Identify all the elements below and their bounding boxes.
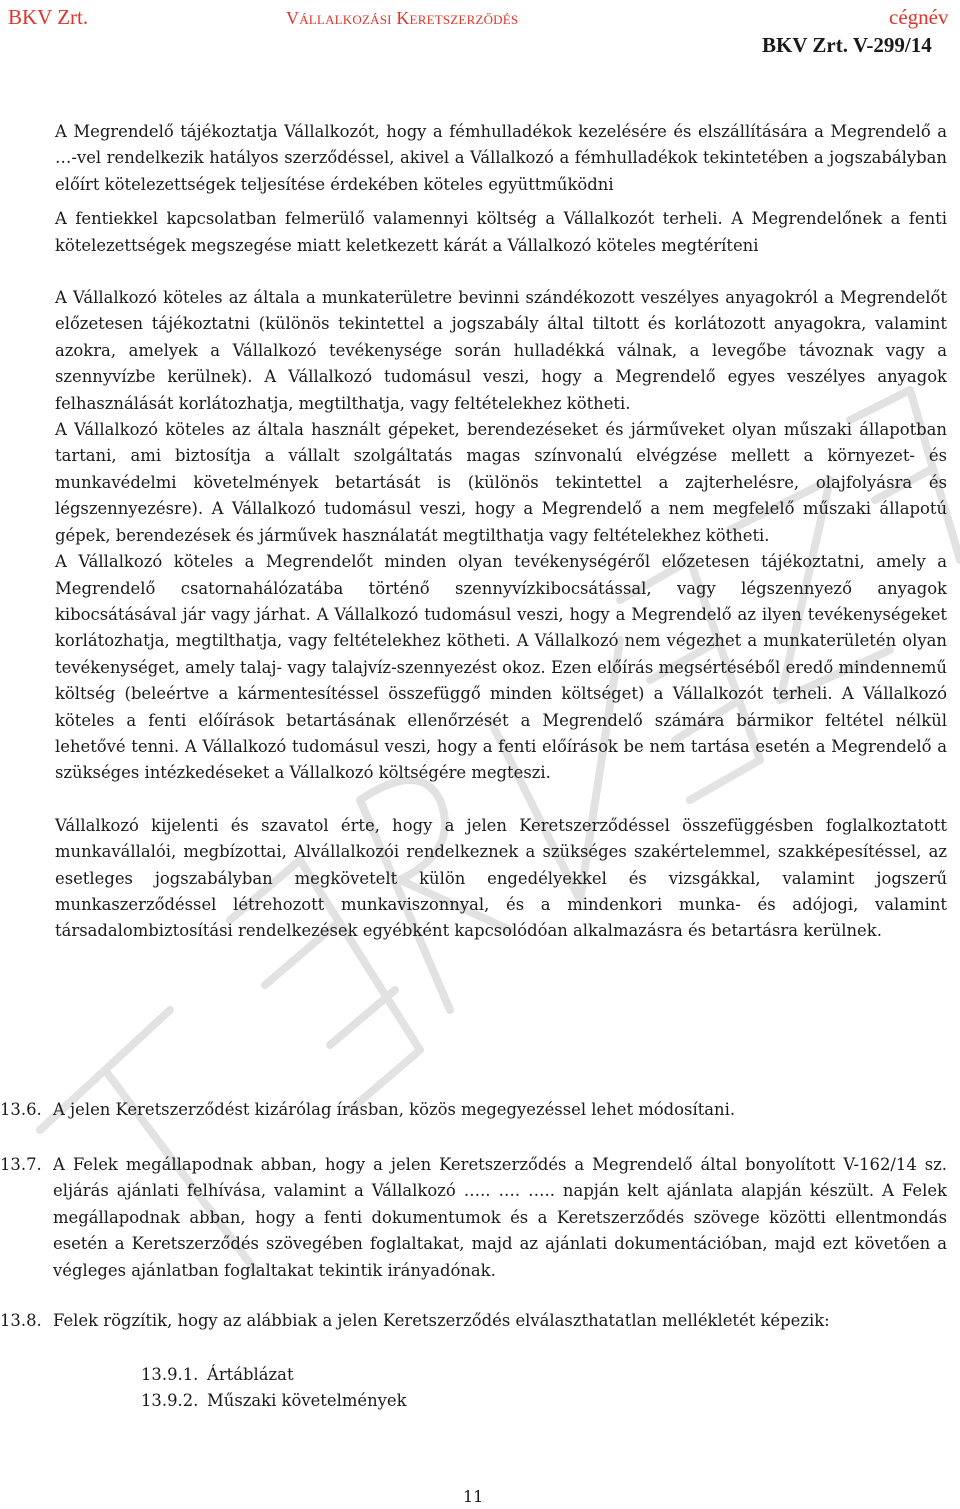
paragraph-emissions: A Vállalkozó köteles a Megrendelőt minden olyan tevékenységéről előzetesen tájékoztatni, amely a Megrendelő csatornahálózatába történő szennyvízkibocsátással, vagy légszennyező anyagok kibocsátásával jár vagy járhat. A Vállalkozó tudomásul veszi, hogy a Megrendelő az ilyen tevékenységeket korlátozhatja, megtilthatja, vagy feltételekhez kötheti. A Vállalkozó nem végezhet a munkaterületén olyan tevékenységet, amely talaj- vagy talajvíz-szennyezést okoz. Ezen előírás megsértéséből eredő mindennemű költség (beleértve a kármentesítéssel összefüggő minden költséget) a Vállalkozót terheli. A Vállalkozó köteles a fenti előírások betartásának ellenőrzését a Megrendelő számára bármikor feltétel nélkül lehetővé tenni. A Vállalkozó tudomásul veszi, hogy a fenti előírások be nem tartása esetén a Megrendelő a szükséges intézkedéseket a Vállalkozó költségére megteszi. [55,552,947,783]
annex-number: 13.9.2. [141,1391,199,1410]
section-text: Felek rögzítik, hogy az alábbiak a jelen Keretszerződés elválaszthatatlan mellékletét képezik: [53,1311,830,1330]
header-company-name-placeholder: cégnév [889,5,949,29]
paragraph-machinery: A Vállalkozó köteles az általa használt gépeket, berendezéseket és járműveket olyan műszaki állapotban tartani, ami biztosítja a vállalt szolgáltatás magas színvonalú elvégzése mellett a környezet- és munkavédelmi követelmények betartását is (különös tekintettel a zajterhelésre, olajfolyásra és légszennyezésre). A Vállalkozó tudomásul veszi, hogy a Megrendelő a nem megfelelő műszaki állapotú gépek, berendezések és járművek használatát megtilthatja vagy feltételekhez kötheti. [55,420,947,545]
header-document-id: BKV Zrt. V-299/14 [762,33,932,57]
section-text: A Felek megállapodnak abban, hogy a jelen Keretszerződés a Megrendelő által bonyolított V-162/14 sz. eljárás ajánlati felhívása, valamint a Vállalkozó ….. …. ….. napján kelt ajánlata alapján készült. A Felek megállapodnak abban, hogy a fenti dokumentumok és a Keretszerződés szövege közötti ellentmondás esetén a Keretszerződés szövegében foglaltakat, majd az ajánlati dokumentációban, majd ezt követően a végleges ajánlatban foglaltakat tekintik irányadónak. [53,1155,947,1280]
annex-number: 13.9.1. [141,1365,199,1384]
paragraph-metal-waste: A Megrendelő tájékoztatja Vállalkozót, hogy a fémhulladékok kezelésére és elszállítására a Megrendelő a …-vel rendelkezik hatályos szerződéssel, akivel a Vállalkozó a fémhulladékok tekintetében a jogszabályban előírt kötelezettségek teljesítése érdekében köteles együttműködni [55,122,947,194]
section-13-8 [0,1308,947,1334]
page-number: 11 [463,1487,484,1506]
header-document-title: Vállalkozási Keretszerződés [286,8,519,28]
section-text: A jelen Keretszerződést kizárólag írásban, közös megegyezéssel lehet módosítani. [53,1100,736,1119]
annex-label: Ártáblázat [207,1365,294,1384]
annex-item [141,1388,407,1414]
paragraph-costs: A fentiekkel kapcsolatban felmerülő valamennyi költség a Vállalkozót terheli. A Megrendelőnek a fenti kötelezettségek megszegése miatt keletkezett kárát a Vállalkozó köteles megtéríteni [55,209,947,255]
body-text [55,119,947,945]
paragraph-employees: Vállalkozó kijelenti és szavatol érte, hogy a jelen Keretszerződéssel összefüggésben foglalkoztatott munkavállalói, megbízottai, Alvállalkozói rendelkeznek a szükséges szakértelemmel, szakképesítéssel, az esetleges jogszabályban megkövetelt külön engedélyekkel és vizsgákkal, valamint jogszerű munkaszerződéssel létrehozott munkaviszonnyal, és a mindenkori munka- és adójogi, valamint társadalombiztosítási rendelkezések egyébként kapcsolódóan alkalmazásra és betartásra kerülnek. [55,815,947,941]
annex-item [141,1362,294,1388]
header-company-left: BKV Zrt. [8,5,89,29]
paragraph-hazardous-materials: A Vállalkozó köteles az általa a munkaterületre bevinni szándékozott veszélyes anyagokról a Megrendelőt előzetesen tájékoztatni (különös tekintettel a jogszabály által tiltott és korlátozott anyagokra, valamint azokra, amelyek a Vállalkozó tevékenysége során hulladékká válnak, a levegőbe távoznak vagy a szennyvízbe kerülnek). A Vállalkozó tudomásul veszi, hogy a Megrendelő egyes veszélyes anyagok felhasználását korlátozhatja, megtilthatja, vagy feltételekhez kötheti. [55,288,947,413]
section-13-6 [0,1097,947,1123]
section-number: 13.7. [0,1155,42,1174]
section-13-7 [0,1152,947,1284]
annex-label: Műszaki követelmények [207,1391,407,1410]
section-number: 13.6. [0,1100,42,1119]
section-number: 13.8. [0,1311,42,1330]
